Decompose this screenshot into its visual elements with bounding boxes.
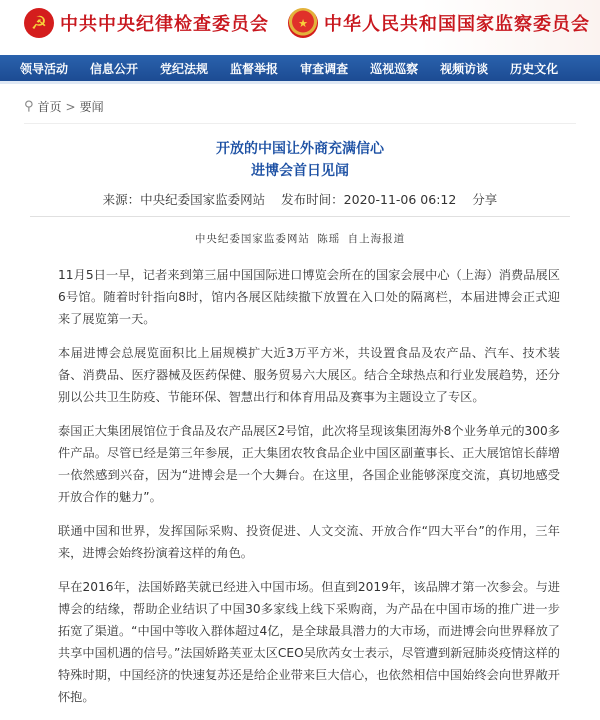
share-button[interactable]: 分享 bbox=[472, 192, 498, 207]
national-emblem-icon: ★ bbox=[288, 8, 318, 38]
nav-item-inspection[interactable]: 巡视巡察 bbox=[370, 61, 419, 76]
nav-item-leadership[interactable]: 领导活动 bbox=[20, 61, 69, 76]
ccdi-title: 中共中央纪律检查委员会 bbox=[60, 14, 269, 35]
article-title-line1: 开放的中国让外商充满信心 bbox=[216, 141, 384, 157]
article-title bbox=[0, 138, 600, 182]
article-paragraph: 早在2016年，法国娇路芙就已经进入中国市场。但直到2019年，该品牌才第一次参会。与进博会的结缘，帮助企业结识了中国30多家线上线下采购商，为产品在中国市场的推广进一步拓宽了渠道。“中国中等收入群体超过4亿，是全球最具潜力的大市场，而进博会向世界释放了共享中国机遇的信号。”法国娇路芙亚太区CEO吴欣芮女士表示，尽管遭到新冠肺炎疫情这样的特殊时期，中国经济的快速复苏还是给企业带来巨大信心，也依然相信中国始终会向世界敞开怀抱。 bbox=[58, 580, 560, 704]
article-paragraph: 11月5日一早，记者来到第三届中国国际进口博览会所在的国家会展中心（上海）消费品展区6号馆。随着时针指向8时，馆内各展区陆续撤下放置在入口处的隔离栏，本届进博会正式迎来了展览第一天。 bbox=[58, 268, 560, 326]
article-title-line2: 进博会首日见闻 bbox=[251, 163, 349, 179]
main-nav bbox=[0, 55, 600, 84]
nav-item-party-rules[interactable]: 党纪法规 bbox=[160, 61, 209, 76]
article-paragraph: 本届进博会总展览面积比上届规模扩大近3万平方米，共设置食品及农产品、汽车、技术装备、消费品、医疗器械及医药保健、服务贸易六大展区。结合全球热点和行业发展趋势，还分别以公共卫生防疫、节能环保、智慧出行和体育用品及赛事为主题设立了专区。 bbox=[58, 346, 560, 404]
article-publish-time: 发布时间：2020-11-06 06:12 bbox=[281, 192, 457, 207]
breadcrumb-current[interactable]: 要闻 bbox=[79, 100, 104, 114]
article-source: 来源：中央纪委国家监委网站 bbox=[102, 192, 266, 207]
breadcrumb-home[interactable]: 首页 bbox=[37, 100, 62, 114]
nav-item-history[interactable]: 历史文化 bbox=[510, 61, 559, 76]
article-body bbox=[58, 264, 560, 708]
ccdi-brand[interactable] bbox=[24, 8, 269, 38]
party-emblem-icon: ☭ bbox=[24, 8, 54, 38]
article-paragraph: 联通中国和世界，发挥国际采购、投资促进、人文交流、开放合作“四大平台”的作用，三年来，进博会始终扮演着这样的角色。 bbox=[58, 524, 560, 560]
site-header bbox=[0, 0, 600, 55]
breadcrumb-separator: > bbox=[65, 99, 76, 114]
nav-item-report[interactable]: 监督举报 bbox=[230, 61, 279, 76]
nsc-brand[interactable] bbox=[288, 8, 590, 38]
nav-item-info-disclosure[interactable]: 信息公开 bbox=[90, 61, 139, 76]
nsc-title: 中华人民共和国国家监察委员会 bbox=[324, 14, 590, 35]
article-byline: 中央纪委国家监委网站 陈瑶 自上海报道 bbox=[194, 233, 406, 245]
breadcrumb bbox=[24, 98, 576, 124]
article-paragraph: 泰国正大集团展馆位于食品及农产品展区2号馆，此次将呈现该集团海外8个业务单元的300多件产品。尽管已经是第三年参展，正大集团农牧食品企业中国区副董事长、正大展馆馆长薛增一依然感到兴奋，因为“进博会是一个大舞台。在这里，各国企业能够深度交流，真切地感受开放合作的魅力”。 bbox=[58, 424, 560, 504]
nav-item-video[interactable]: 视频访谈 bbox=[440, 61, 489, 76]
location-pin-icon: ⚲ bbox=[24, 99, 34, 114]
nav-item-investigation[interactable]: 审查调查 bbox=[300, 61, 349, 76]
article-meta bbox=[30, 190, 570, 217]
